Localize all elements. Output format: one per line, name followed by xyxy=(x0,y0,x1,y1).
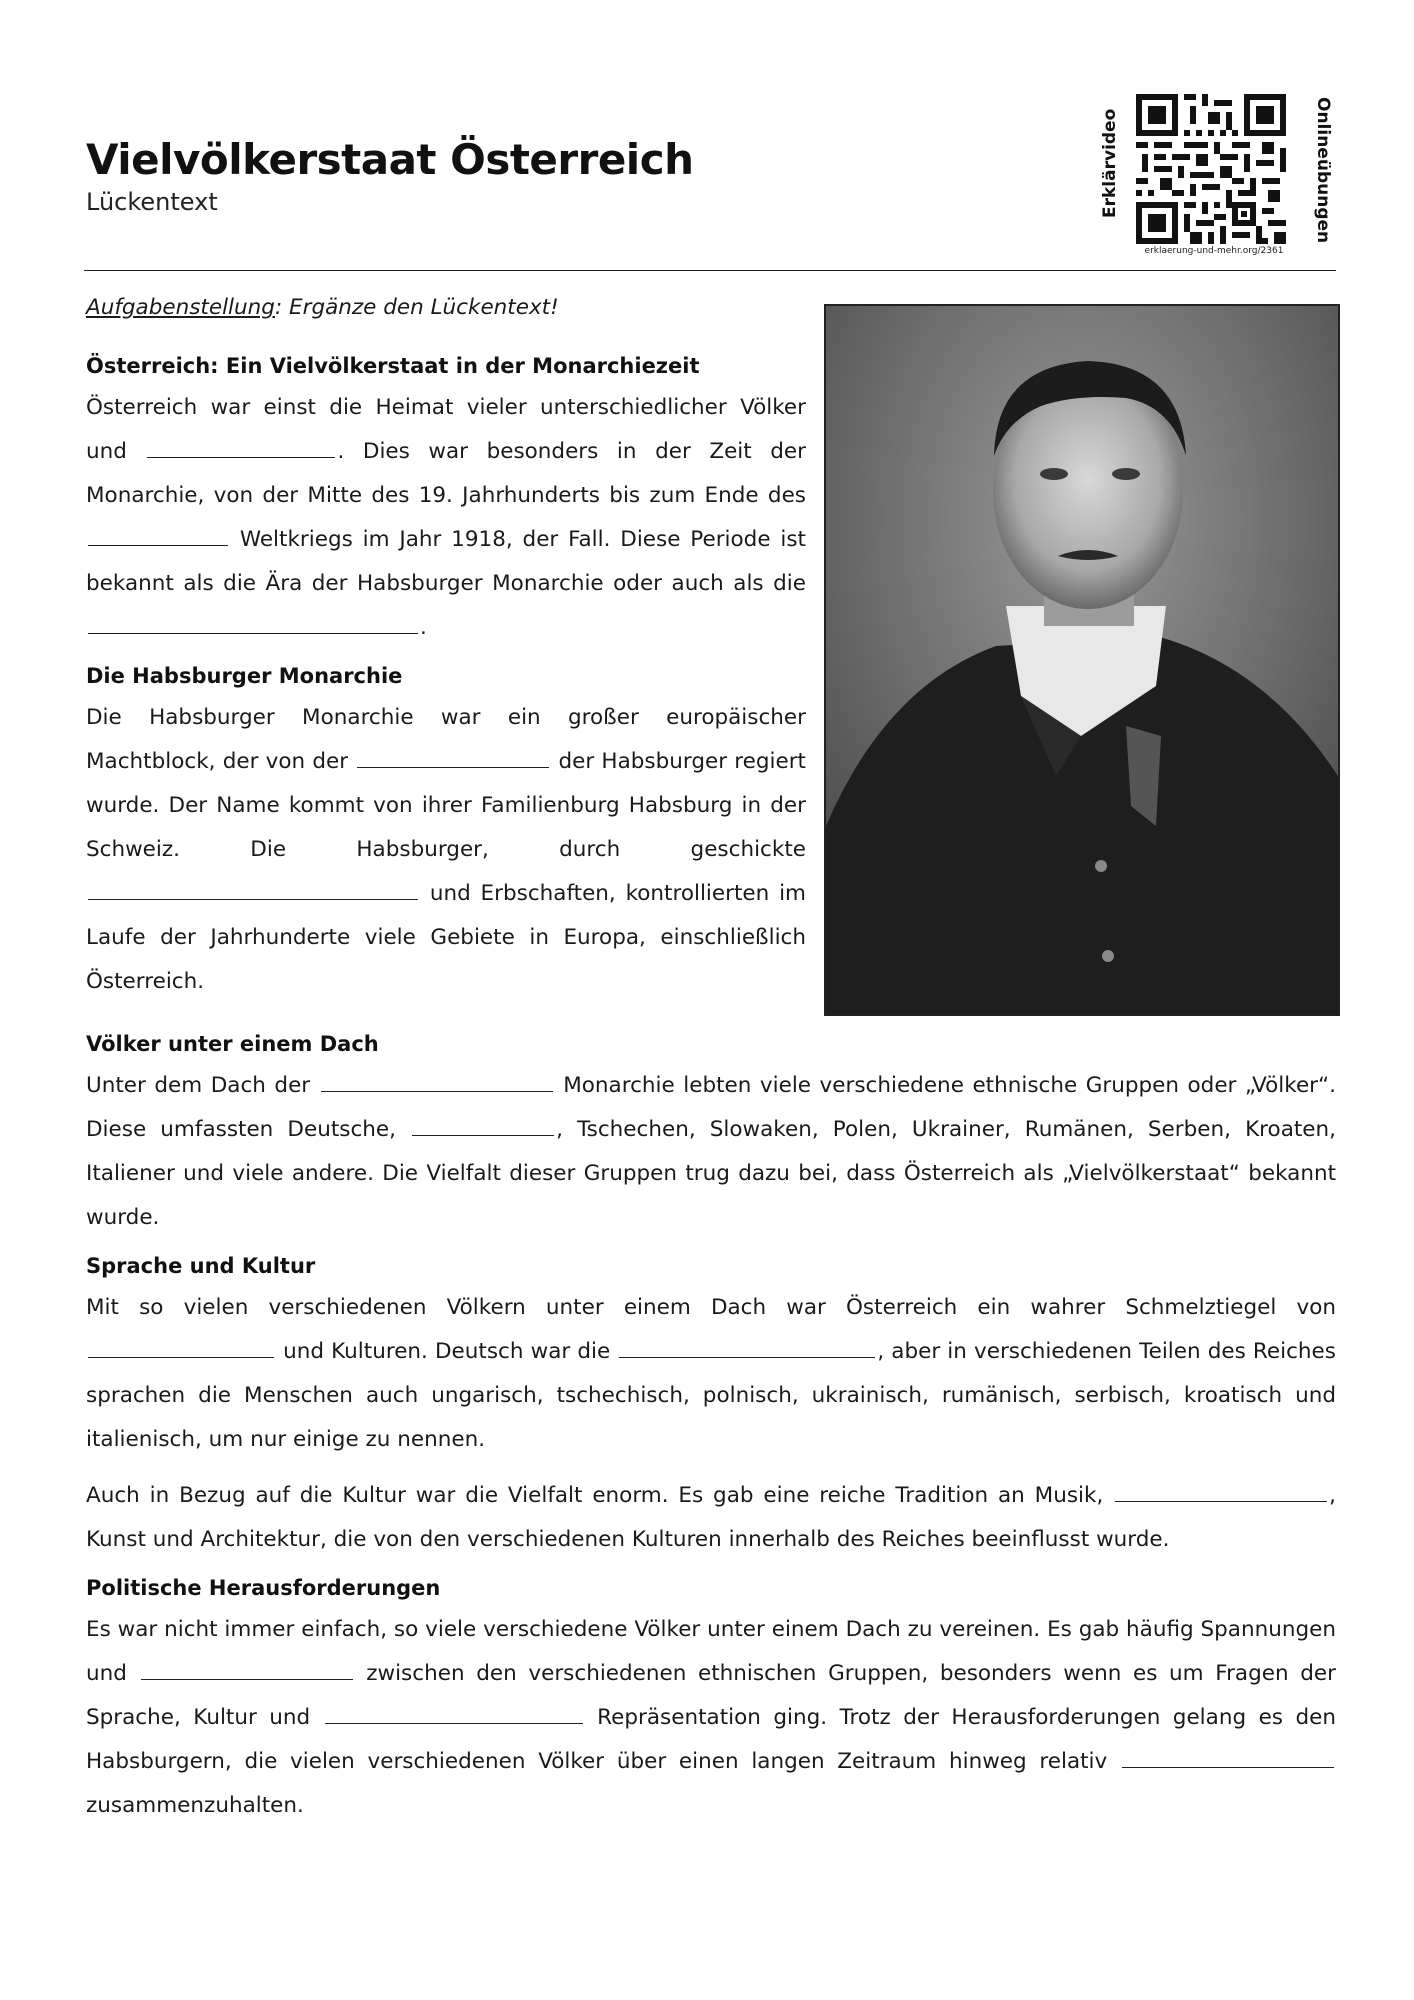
paragraph-politik xyxy=(86,1608,1336,1828)
text-segment: Monarchie lebten viele verschiedene ethnische Gruppen oder „Völker“. Diese umfassten Deutsche, xyxy=(86,1073,1336,1142)
blank-field[interactable] xyxy=(412,1115,554,1136)
text-segment: Es war nicht immer einfach, so viele verschiedene Völker unter einem Dach zu vereinen. Es gab häufig Spannungen und xyxy=(86,1617,1336,1686)
text-segment: der Habsburger regiert wurde. Der Name kommt von ihrer Familienburg Habsburg in der Schweiz. Die Habsburger, durch geschickte xyxy=(86,749,806,862)
blank-field[interactable] xyxy=(88,525,228,546)
blank-field[interactable] xyxy=(88,613,418,634)
blank-field[interactable] xyxy=(321,1071,553,1092)
text-segment: Unter dem Dach der xyxy=(86,1073,311,1098)
text-segment: und Erbschaften, kontrollierten im Laufe der Jahrhunderte viele Gebiete in Europa, einschließlich Österreich. xyxy=(86,881,806,994)
task-label: Aufgabenstellung xyxy=(86,295,275,320)
page-subtitle: Lückentext xyxy=(86,188,218,216)
blank-field[interactable] xyxy=(1122,1747,1334,1768)
text-segment: zusammenzuhalten. xyxy=(86,1793,304,1818)
blank-field[interactable] xyxy=(619,1337,875,1358)
portrait-photo xyxy=(824,304,1340,1016)
text-segment: zwischen den verschiedenen ethnischen Gruppen, besonders wenn es um Fragen der Sprache, Kultur und xyxy=(86,1661,1336,1730)
section-heading-voelker: Völker unter einem Dach xyxy=(86,1032,379,1056)
qr-url[interactable]: erklaerung-und-mehr.org/2361 xyxy=(1144,246,1284,256)
text-segment: Weltkriegs im Jahr 1918, der Fall. Diese Periode ist bekannt als die Ära der Habsburger Monarchie oder auch als die xyxy=(86,527,806,596)
blank-field[interactable] xyxy=(88,879,418,900)
blank-field[interactable] xyxy=(141,1659,353,1680)
text-segment: Österreich war einst die Heimat vieler unterschiedlicher Völker und xyxy=(86,395,806,464)
section-heading-politik: Politische Herausforderungen xyxy=(86,1576,441,1600)
text-segment: . Dies war besonders in der Zeit der Monarchie, von der Mitte des 19. Jahrhunderts bis zum Ende des xyxy=(86,439,806,508)
section-heading-habsburger: Die Habsburger Monarchie xyxy=(86,664,403,688)
paragraph-voelker xyxy=(86,1064,1336,1240)
qr-code-icon[interactable] xyxy=(1136,94,1286,244)
task-instruction xyxy=(86,286,806,330)
text-segment: , Kunst und Architektur, die von den verschiedenen Kulturen innerhalb des Reiches beeinflusst wurde. xyxy=(86,1483,1336,1552)
section-heading-monarchiezeit: Österreich: Ein Vielvölkerstaat in der Monarchiezeit xyxy=(86,354,700,378)
blank-field[interactable] xyxy=(357,747,549,768)
page-title: Vielvölkerstaat Österreich xyxy=(86,135,694,184)
blank-field[interactable] xyxy=(88,1337,274,1358)
task-text: : Ergänze den Lückentext! xyxy=(274,295,559,320)
qr-left-label: Erklärvideo xyxy=(1100,108,1120,218)
paragraph-monarchiezeit xyxy=(86,386,806,650)
left-column xyxy=(86,286,806,1004)
paragraph-habsburger xyxy=(86,696,806,1004)
qr-block xyxy=(1100,88,1335,266)
text-segment: und Kulturen. Deutsch war die xyxy=(283,1339,611,1364)
section-heading-sprache: Sprache und Kultur xyxy=(86,1254,316,1278)
blank-field[interactable] xyxy=(147,437,335,458)
blank-field[interactable] xyxy=(1115,1481,1327,1502)
blank-field[interactable] xyxy=(325,1703,583,1724)
text-segment: , Tschechen, Slowaken, Polen, Ukrainer, Rumänen, Serben, Kroaten, Italiener und viele andere. Die Vielfalt dieser Gruppen trug dazu bei, dass Österreich als „Vielvölkerstaat“ bekannt wurde. xyxy=(86,1117,1336,1230)
portrait-image xyxy=(826,306,1338,1014)
text-segment: Repräsentation ging. Trotz der Herausforderungen gelang es den Habsburgern, die vielen verschiedenen Völker über einen langen Zeitraum hinweg relativ xyxy=(86,1705,1336,1774)
text-segment: Die Habsburger Monarchie war ein großer europäischer Machtblock, der von der xyxy=(86,705,806,774)
text-segment: , aber in verschiedenen Teilen des Reiches sprachen die Menschen auch ungarisch, tschechisch, polnisch, ukrainisch, rumänisch, serbisch, kroatisch und italienisch, um nur einige zu nennen. xyxy=(86,1339,1336,1452)
text-segment: Auch in Bezug auf die Kultur war die Vielfalt enorm. Es gab eine reiche Tradition an Musik, xyxy=(86,1483,1104,1508)
header-divider xyxy=(84,270,1336,271)
text-segment: . xyxy=(420,615,427,640)
paragraph-sprache xyxy=(86,1286,1336,1462)
full-width-content xyxy=(86,1024,1336,1828)
text-segment: Mit so vielen verschiedenen Völkern unter einem Dach war Österreich ein wahrer Schmelztiegel von xyxy=(86,1295,1336,1320)
paragraph-kultur xyxy=(86,1474,1336,1562)
qr-right-label: Onlineübungen xyxy=(1313,97,1333,244)
